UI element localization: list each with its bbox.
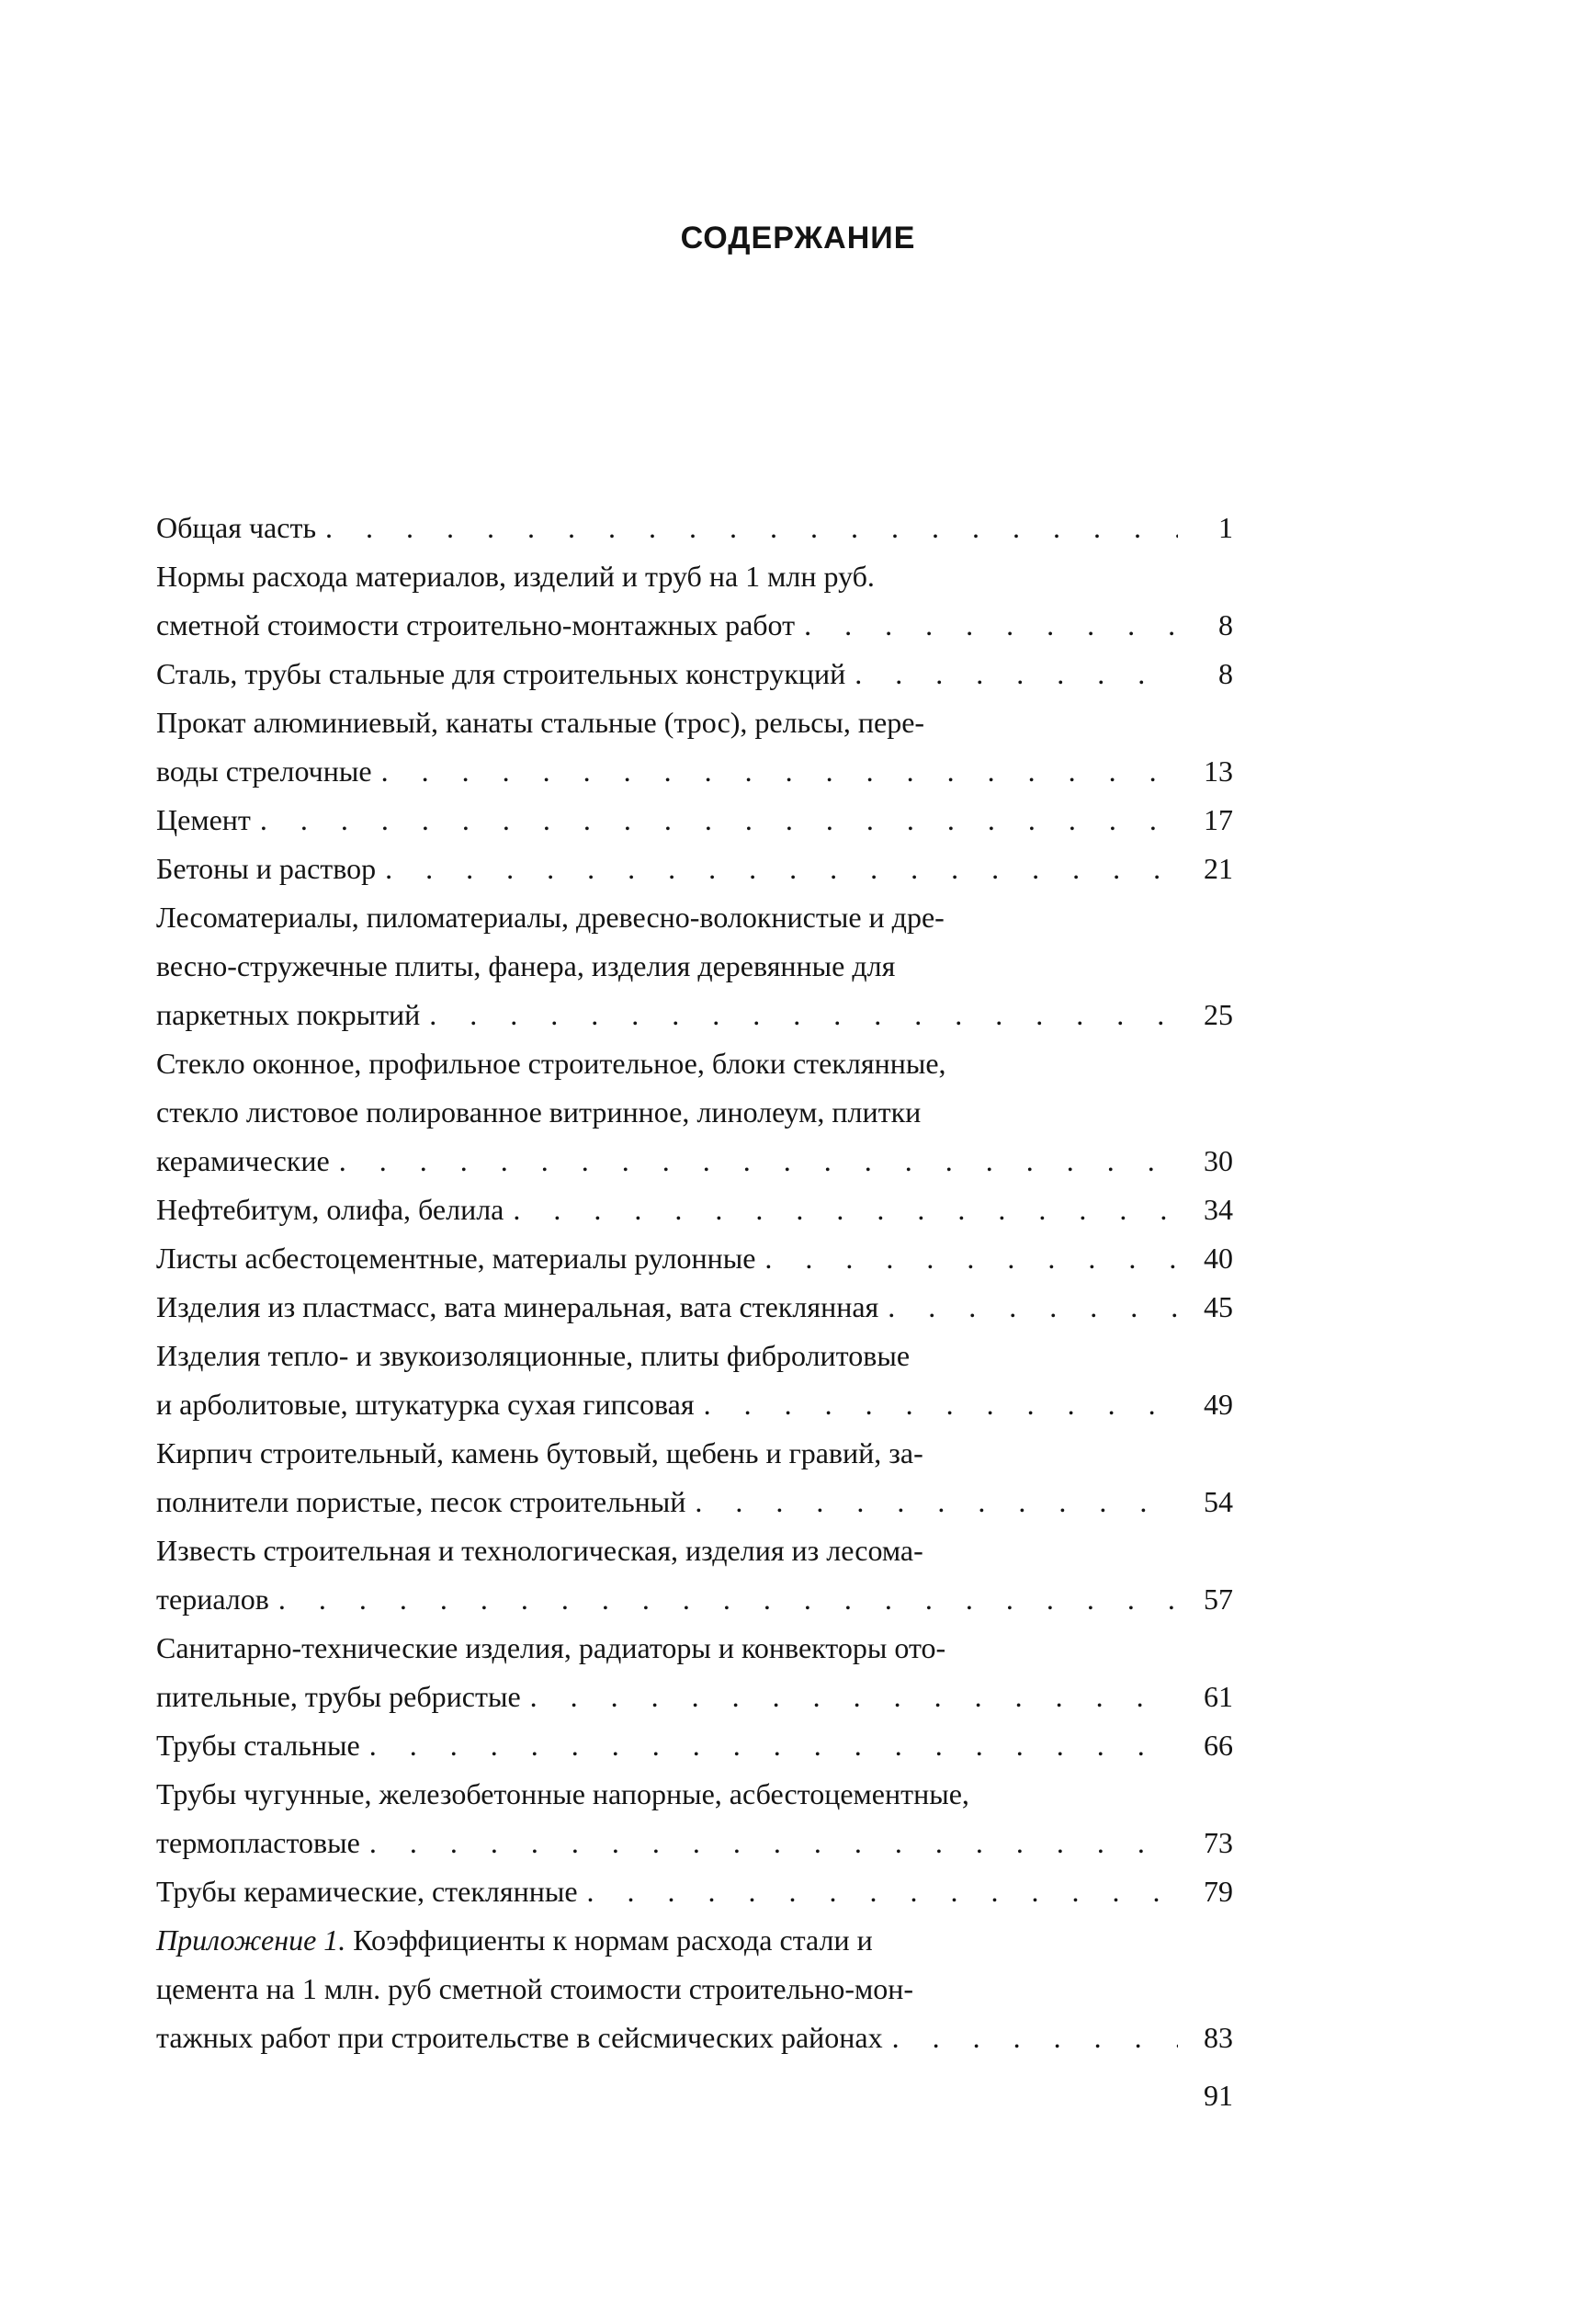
toc-entry-text: териалов	[156, 1583, 269, 1616]
toc-leader-dots	[429, 991, 1178, 1039]
toc-entry-text: пительные, трубы ребристые	[156, 1680, 521, 1713]
toc-page-number: 57	[1204, 1583, 1233, 1616]
toc-entry-text: Санитарно-технические изделия, радиаторы и конвекторы ото-	[156, 1631, 946, 1664]
toc-entry-line	[156, 1088, 1233, 1137]
toc-entry-text: Изделия тепло- и звукоизоляционные, плиты фибролитовые	[156, 1339, 911, 1372]
table-of-contents	[156, 504, 1233, 2062]
toc-leader-dots	[325, 504, 1178, 552]
toc-entry-text: керамические	[156, 1144, 330, 1177]
toc-entry-line	[156, 893, 1233, 942]
toc-page-number: 54	[1204, 1485, 1233, 1518]
page-number: 91	[1204, 2079, 1233, 2112]
toc-entry-text: сметной стоимости строительно-монтажных работ	[156, 608, 796, 641]
toc-leader-dots	[855, 650, 1178, 698]
toc-entry-line	[156, 1039, 1233, 1088]
toc-leader-dots	[695, 1478, 1178, 1526]
page-title: СОДЕРЖАНИЕ	[680, 221, 916, 255]
toc-entry-line	[156, 552, 1233, 601]
toc-entry-line	[156, 747, 1233, 796]
toc-entry-line	[156, 1186, 1233, 1234]
toc-entry-line	[156, 942, 1233, 991]
toc-entry-text: стекло листовое полированное витринное, линолеум, плитки	[156, 1095, 922, 1129]
toc-entry-text: Трубы чугунные, железобетонные напорные, асбестоцементные,	[156, 1777, 969, 1810]
toc-page-number: 40	[1204, 1242, 1233, 1275]
toc-leader-dots	[892, 2014, 1178, 2062]
toc-leader-dots	[513, 1186, 1178, 1234]
toc-entry-text: Известь строительная и технологическая, изделия из лесома-	[156, 1534, 923, 1567]
toc-entry-text: Нефтебитум, олифа, белила	[156, 1193, 504, 1226]
toc-page-number: 61	[1204, 1680, 1233, 1713]
toc-entry-text: Сталь, трубы стальные для строительных конструкций	[156, 657, 846, 690]
toc-entry-line	[156, 1283, 1233, 1332]
toc-entry-text: Прокат алюминиевый, канаты стальные (трос), рельсы, пере-	[156, 706, 925, 739]
toc-leader-dots	[804, 601, 1178, 650]
toc-entry-line	[156, 1916, 1233, 1965]
toc-entry-line	[156, 1137, 1233, 1186]
toc-entry-line	[156, 1234, 1233, 1283]
toc-entry-line	[156, 2014, 1233, 2062]
toc-page-number: 21	[1204, 852, 1233, 885]
toc-entry-line	[156, 1332, 1233, 1380]
toc-entry-text: Трубы стальные	[156, 1729, 360, 1762]
toc-entry-text: Трубы керамические, стеклянные	[156, 1875, 578, 1908]
toc-entry-line	[156, 1770, 1233, 1819]
toc-page-number: 66	[1204, 1729, 1233, 1762]
toc-entry-line	[156, 1721, 1233, 1770]
toc-entry-line	[156, 1867, 1233, 1916]
toc-entry-text: Коэффициенты к нормам расхода стали и	[345, 1923, 873, 1957]
toc-page-number: 34	[1204, 1193, 1233, 1226]
toc-entry-text: Кирпич строительный, камень бутовый, щебень и гравий, за-	[156, 1436, 923, 1469]
toc-entry-text: весно-стружечные плиты, фанера, изделия деревянные для	[156, 949, 896, 982]
toc-entry-line	[156, 796, 1233, 845]
toc-entry-text: тажных работ при строительстве в сейсмических районах	[156, 2021, 883, 2054]
toc-entry-text: Бетоны и раствор	[156, 852, 377, 885]
toc-leader-dots	[369, 1819, 1178, 1867]
toc-entry-text: Цемент	[156, 803, 251, 836]
toc-leader-dots	[704, 1380, 1178, 1429]
toc-entry-text: Лесоматериалы, пиломатериалы, древесно-волокнистые и дре-	[156, 901, 945, 934]
toc-page-number: 30	[1204, 1144, 1233, 1177]
toc-entry-text: Изделия из пластмасс, вата минеральная, вата стеклянная	[156, 1290, 879, 1323]
toc-entry-line	[156, 504, 1233, 552]
toc-leader-dots	[587, 1867, 1178, 1916]
toc-leader-dots	[530, 1673, 1178, 1721]
toc-entry-line	[156, 1380, 1233, 1429]
toc-page-number: 49	[1204, 1388, 1233, 1421]
toc-leader-dots	[369, 1721, 1178, 1770]
toc-entry-line	[156, 1478, 1233, 1526]
toc-entry-line	[156, 991, 1233, 1039]
toc-entry-line	[156, 1429, 1233, 1478]
toc-entry-text: термопластовые	[156, 1826, 360, 1859]
toc-page-number: 45	[1204, 1290, 1233, 1323]
toc-leader-dots	[339, 1137, 1178, 1186]
toc-leader-dots	[381, 747, 1178, 796]
toc-entry-text: Листы асбестоцементные, материалы рулонные	[156, 1242, 756, 1275]
toc-page-number: 13	[1204, 754, 1233, 788]
toc-page-number: 8	[1218, 608, 1233, 641]
toc-entry-line	[156, 1624, 1233, 1673]
toc-page-number: 83	[1204, 2021, 1233, 2054]
toc-entry-text: и арболитовые, штукатурка сухая гипсовая	[156, 1388, 695, 1421]
toc-leader-dots	[888, 1283, 1178, 1332]
toc-entry-text: воды стрелочные	[156, 754, 372, 788]
toc-entry-prefix: Приложение 1.	[156, 1923, 346, 1957]
toc-page-number: 1	[1218, 511, 1233, 544]
toc-entry-line	[156, 845, 1233, 893]
toc-page-number: 79	[1204, 1875, 1233, 1908]
toc-entry-text: Стекло оконное, профильное строительное, блоки стеклянные,	[156, 1047, 946, 1080]
toc-page-number: 8	[1218, 657, 1233, 690]
toc-page-number: 73	[1204, 1826, 1233, 1859]
toc-entry-line	[156, 1673, 1233, 1721]
toc-entry-line	[156, 650, 1233, 698]
toc-entry-text: Общая часть	[156, 511, 317, 544]
toc-entry-line	[156, 601, 1233, 650]
toc-entry-line	[156, 1819, 1233, 1867]
toc-entry-line	[156, 1526, 1233, 1575]
toc-entry-text: Нормы расхода материалов, изделий и труб на 1 млн руб.	[156, 560, 875, 593]
toc-page-number: 25	[1204, 998, 1233, 1031]
toc-leader-dots	[764, 1234, 1178, 1283]
toc-entry-line	[156, 1965, 1233, 2014]
toc-leader-dots	[385, 845, 1178, 893]
toc-entry-text: полнители пористые, песок строительный	[156, 1485, 686, 1518]
toc-entry-line	[156, 1575, 1233, 1624]
toc-leader-dots	[260, 796, 1178, 845]
toc-page-number: 17	[1204, 803, 1233, 836]
toc-leader-dots	[278, 1575, 1178, 1624]
toc-entry-text: паркетных покрытий	[156, 998, 421, 1031]
toc-entry-line	[156, 698, 1233, 747]
toc-entry-text-wrap	[156, 1916, 873, 1965]
toc-entry-text: цемента на 1 млн. руб сметной стоимости строительно-мон-	[156, 1972, 913, 2005]
